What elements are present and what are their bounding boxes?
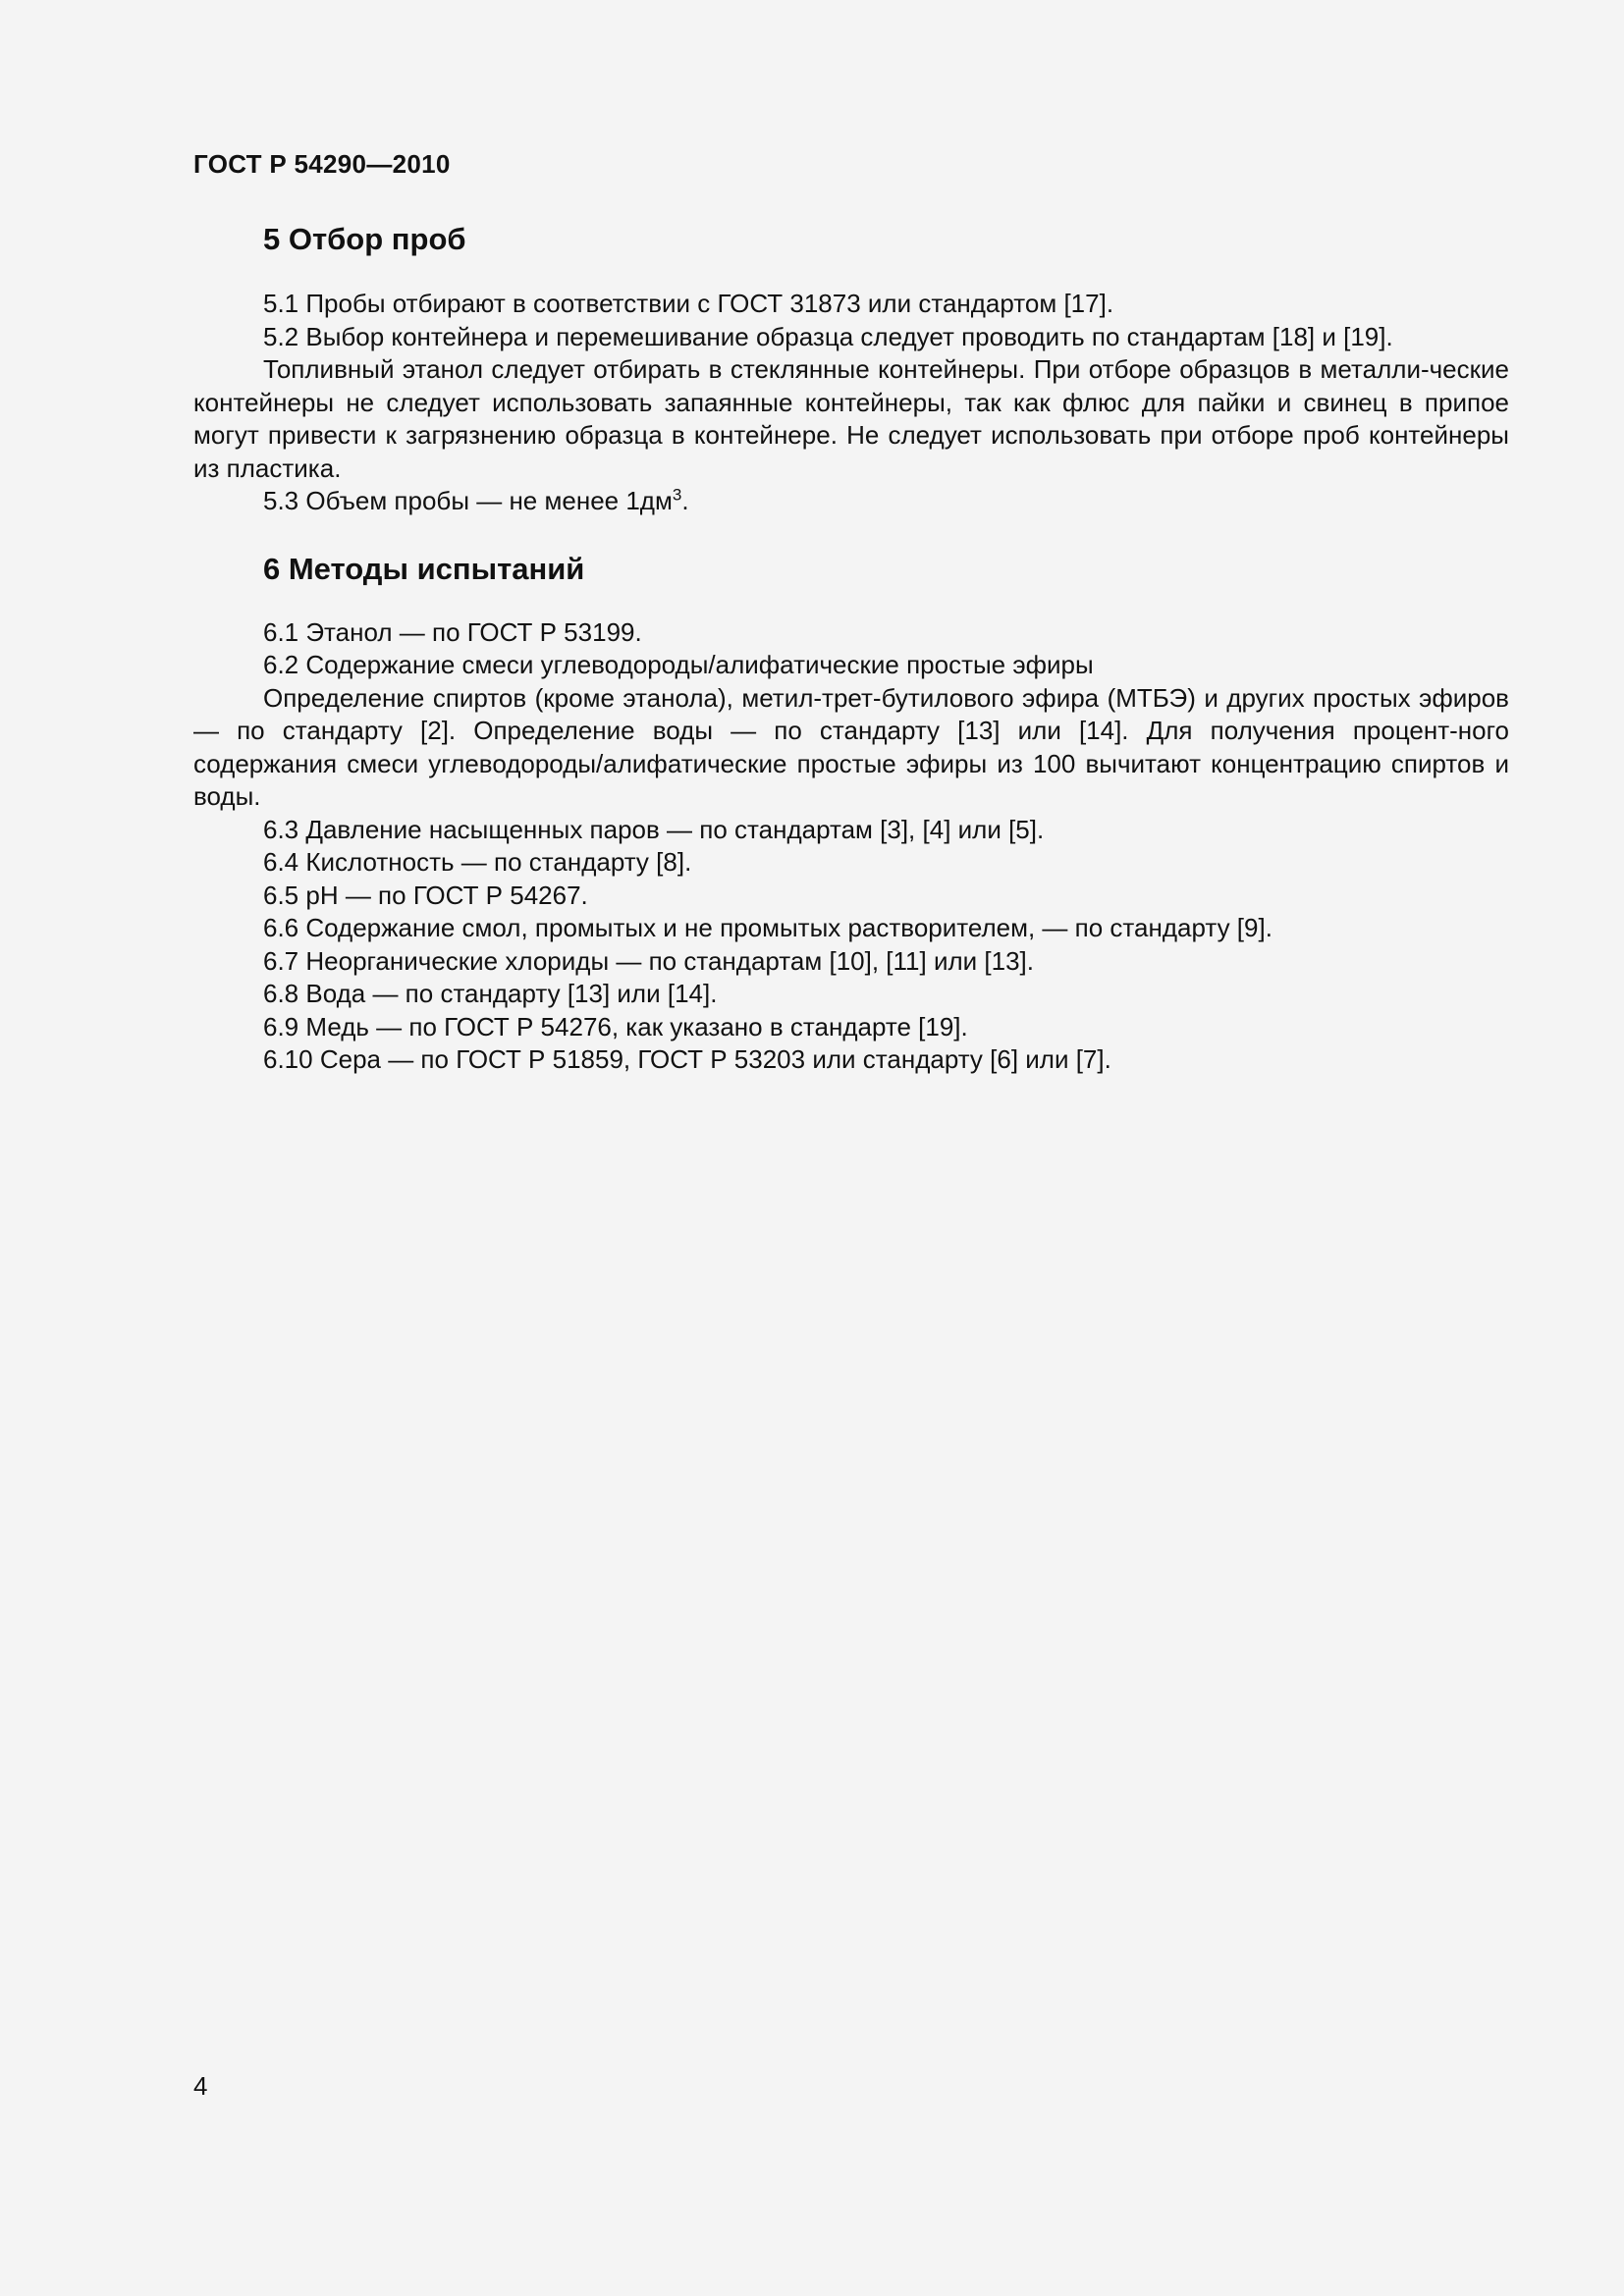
- paragraph-5-3: [193, 485, 1509, 518]
- section-6-title: 6 Методы испытаний: [263, 551, 585, 586]
- paragraph-5-2-continued: Топливный этанол следует отбирать в стеклянные контейнеры. При отборе образцов в металли-ческие контейнеры не следует использовать запаянные контейнеры, так как флюс для пайки и свинец в припое могут привести к загрязнению образца в контейнере. Не следует использовать при отборе проб контейнеры из пластика.: [193, 354, 1509, 483]
- paragraph-6-2-continued: Определение спиртов (кроме этанола), метил-трет-бутилового эфира (МТБЭ) и других простых эфиров — по стандарту [2]. Определение воды — по стандарту [13] или [14]. Для получения процент-ного содержания смеси углеводороды/алифатические простые эфиры из 100 вычитают концентрацию спиртов и воды.: [193, 682, 1509, 811]
- page-content: [193, 218, 1509, 1077]
- paragraph-5-3-text: 5.3 Объем пробы — не менее 1дм: [263, 486, 673, 515]
- page-number: 4: [193, 2071, 208, 2101]
- paragraph-6-3: 6.3 Давление насыщенных паров — по стандартам [3], [4] или [5].: [263, 814, 1045, 844]
- paragraph-6-6: 6.6 Содержание смол, промытых и не промытых растворителем, — по стандарту [9].: [263, 913, 1272, 942]
- paragraph-6-9: 6.9 Медь — по ГОСТ Р 54276, как указано в стандарте [19].: [263, 1011, 968, 1041]
- paragraph-5-1: 5.1 Пробы отбирают в соответствии с ГОСТ 31873 или стандартом [17].: [263, 289, 1114, 318]
- paragraph-6-8: 6.8 Вода — по стандарту [13] или [14].: [263, 979, 718, 1008]
- paragraph-5-2: 5.2 Выбор контейнера и перемешивание образца следует проводить по стандартам [18] и [19].: [263, 321, 1393, 351]
- paragraph-6-1: 6.1 Этанол — по ГОСТ Р 53199.: [263, 616, 642, 647]
- document-code: ГОСТ Р 54290—2010: [193, 149, 451, 179]
- paragraph-6-7: 6.7 Неорганические хлориды — по стандартам [10], [11] или [13].: [263, 945, 1034, 976]
- paragraph-6-4: 6.4 Кислотность — по стандарту [8].: [263, 847, 692, 877]
- superscript-exponent: 3: [672, 485, 682, 505]
- paragraph-6-10: 6.10 Сера — по ГОСТ Р 51859, ГОСТ Р 53203 или стандарту [6] или [7].: [263, 1044, 1111, 1074]
- section-5-title: 5 Отбор проб: [263, 222, 466, 256]
- paragraph-6-2: 6.2 Содержание смеси углеводороды/алифатические простые эфиры: [263, 650, 1094, 679]
- paragraph-5-3-end: .: [681, 486, 689, 515]
- paragraph-6-5: 6.5 pH — по ГОСТ Р 54267.: [263, 880, 588, 910]
